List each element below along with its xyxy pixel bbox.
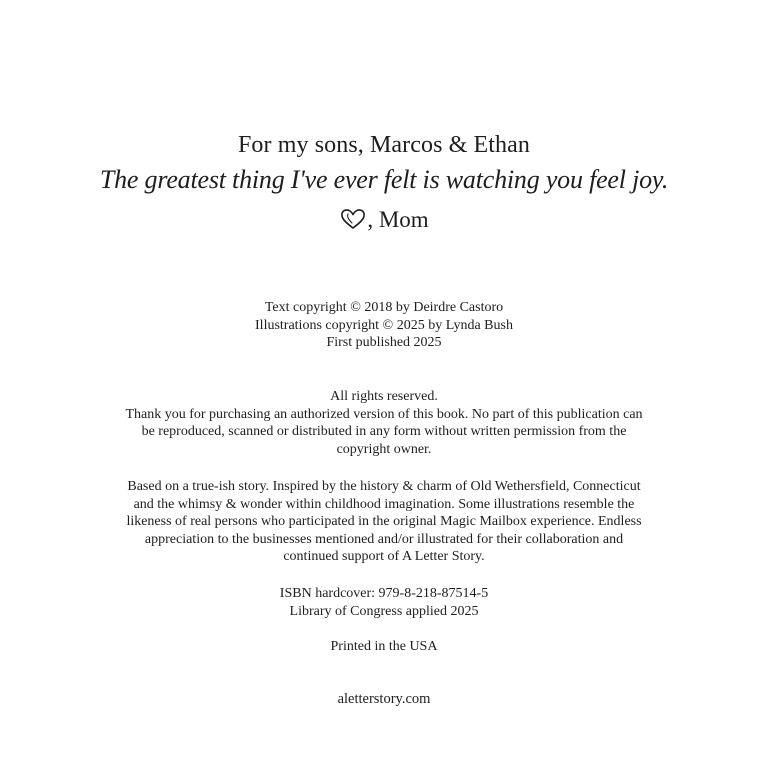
dedication-line: For my sons, Marcos & Ethan bbox=[237, 132, 530, 158]
signoff bbox=[0, 204, 768, 236]
about-line: likeness of real persons who participated in the original Magic Mailbox experience. Endless bbox=[126, 514, 642, 529]
dedication-quote: The greatest thing I've ever felt is watching you feel joy. bbox=[99, 165, 669, 194]
signoff-text: , Mom bbox=[367, 207, 429, 232]
website-link[interactable]: aletterstory.com bbox=[337, 691, 431, 707]
first-published: First published 2025 bbox=[326, 335, 442, 350]
isbn-hardcover: ISBN hardcover: 979-8-218-87514-5 bbox=[279, 586, 489, 601]
about-line: and the whimsy & wonder within childhood imagination. Some illustrations resemble the bbox=[133, 496, 635, 512]
printed-in: Printed in the USA bbox=[330, 639, 438, 654]
isbn-block bbox=[0, 585, 768, 620]
text-copyright: Text copyright © 2018 by Deirdre Castoro bbox=[264, 300, 504, 315]
about-line: Based on a true-ish story. Inspired by the history & charm of Old Wethersfield, Connecticut bbox=[127, 479, 641, 494]
about-line: appreciation to the businesses mentioned and/or illustrated for their collaboration and bbox=[144, 531, 624, 547]
rights-line: be reproduced, scanned or distributed in any form without written permission from the bbox=[141, 424, 627, 439]
rights-block bbox=[0, 388, 768, 458]
about-paragraph bbox=[0, 478, 768, 566]
copyright-block bbox=[0, 299, 768, 352]
library-of-congress: Library of Congress applied 2025 bbox=[289, 603, 479, 619]
rights-line: Thank you for purchasing an authorized version of this book. No part of this publication can bbox=[125, 406, 643, 422]
rights-paragraph bbox=[104, 406, 664, 459]
rights-line: copyright owner. bbox=[336, 441, 432, 457]
heart-outline-icon bbox=[339, 207, 367, 231]
rights-reserved: All rights reserved. bbox=[330, 389, 438, 404]
illustrations-copyright: Illustrations copyright © 2025 by Lynda Bush bbox=[255, 317, 513, 333]
about-line: continued support of A Letter Story. bbox=[283, 549, 485, 564]
